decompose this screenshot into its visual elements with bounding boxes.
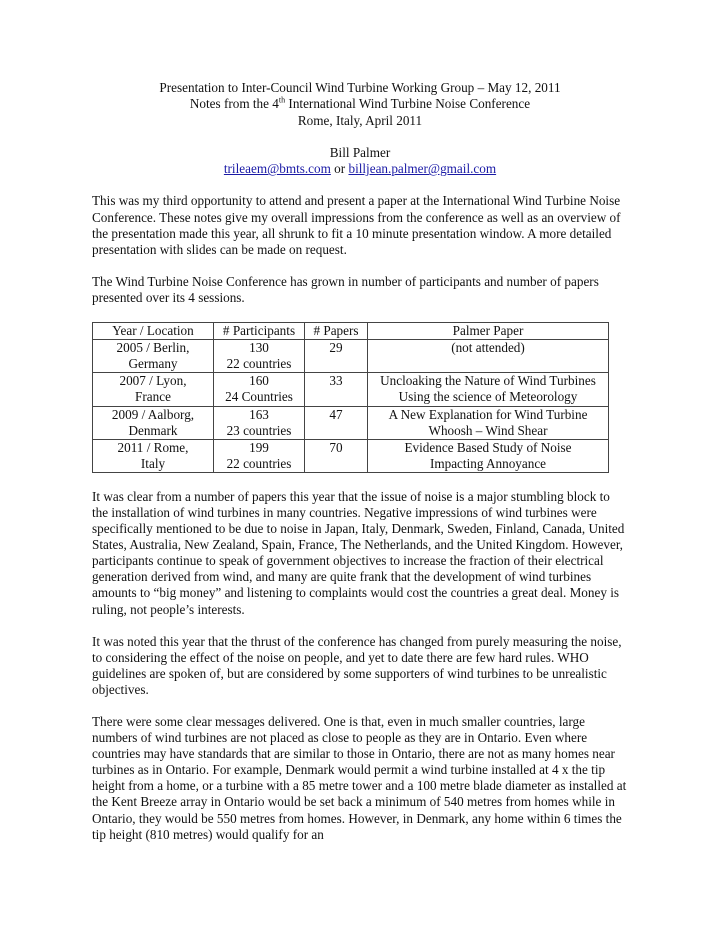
table-row	[93, 406, 609, 439]
cell-papers: 29	[305, 340, 368, 373]
header-papers: # Papers	[305, 323, 368, 340]
location-city: 2011 / Rome,	[117, 439, 189, 455]
cell-location	[93, 373, 214, 406]
cell-papers: 70	[305, 439, 368, 472]
author-name: Bill Palmer	[329, 144, 391, 160]
conference-table	[92, 322, 609, 473]
cell-participants	[214, 373, 305, 406]
country-count: 24 Countries	[225, 389, 293, 405]
paragraph-intro: This was my third opportunity to attend and present a paper at the International Wind Turbine Noise Conference. These notes give my overall impressions from the conference as well as an overview of the presentation made this year, all shrunk to fit a 10 minute presentation window. A more detailed presentation with slides can be made on request.	[92, 193, 621, 257]
participant-count: 160	[249, 373, 269, 389]
header-line-2-post: International Wind Turbine Noise Conference	[285, 96, 531, 112]
table-row	[93, 340, 609, 373]
paragraph-conference-thrust: It was noted this year that the thrust of the conference has changed from purely measuring the noise, to considering the effect of the noise on people, and yet to date there are few hard rules. WHO guidelines are spoken of, but are considered by some supporters of wind turbines to be unrealistic objectives.	[92, 633, 622, 697]
country-count: 22 countries	[226, 455, 292, 471]
document-header	[92, 80, 628, 193]
paragraph-clear-messages: There were some clear messages delivered. One is that, even in much smaller countries, large numbers of wind turbines are not placed as close to people as they are in Ontario. Even where countries may have standards that are similar to those in Ontario, there are not as many homes near turbines as in Ontario. For example, Denmark would permit a wind turbine installed at 4 x the tip height from a home, or a turbine with a 85 metre tower and a 100 metre blade diameter as installed at the Kent Breeze array in Ontario would be set back a minimum of 540 metres from homes while in Ontario, they would be 550 metres from homes. However, in Denmark, any home within 6 times the tip height (810 metres) would qualify for an	[92, 714, 627, 842]
country-count: 23 countries	[226, 422, 292, 438]
header-spacer-2	[92, 177, 628, 193]
location-country: France	[135, 389, 171, 405]
location-country: Italy	[140, 455, 166, 471]
paper-title-line-1: Uncloaking the Nature of Wind Turbines	[380, 373, 596, 389]
header-line-3: Rome, Italy, April 2011	[297, 112, 423, 128]
location-city: 2005 / Berlin,	[116, 340, 190, 356]
table-header-row	[93, 323, 609, 340]
cell-papers: 33	[305, 373, 368, 406]
paper-title-line-2: Whoosh – Wind Shear	[428, 422, 548, 438]
table-row	[93, 373, 609, 406]
location-country: Germany	[128, 356, 178, 372]
participant-count: 199	[249, 439, 269, 455]
location-country: Denmark	[128, 422, 178, 438]
email-separator: or	[330, 161, 349, 177]
header-line-2-pre: Notes from the 4	[189, 96, 279, 112]
participant-count: 163	[249, 406, 269, 422]
header-year-location: Year / Location	[93, 323, 214, 340]
location-city: 2007 / Lyon,	[119, 373, 187, 389]
cell-papers: 47	[305, 406, 368, 439]
paragraph-noise-issue: It was clear from a number of papers this year that the issue of noise is a major stumbling block to the installation of wind turbines in many countries. Negative impressions of wind turbines were specifically mentioned to be due to noise in Japan, Italy, Denmark, Sweden, Finland, Canada, United States, Australia, New Zealand, Spain, France, The Netherlands, and the United Kingdom. However, participants continue to speak of government objectives to increase the fraction of their electrical generation derived from wind, and many are quite frank that the development of wind turbines amounts to “big money” and listening to complaints would cost the countries a great deal. Money is ruling, not people’s interests.	[92, 488, 625, 617]
header-palmer-paper: Palmer Paper	[368, 323, 609, 340]
location-city: 2009 / Aalborg,	[111, 406, 195, 422]
author-emails	[92, 161, 628, 177]
participant-count: 130	[249, 340, 269, 356]
cell-location	[93, 439, 214, 472]
cell-palmer-paper	[368, 406, 609, 439]
email-link-1[interactable]: trileaem@bmts.com	[223, 161, 331, 177]
email-link-2[interactable]: billjean.palmer@gmail.com	[348, 161, 497, 177]
cell-palmer-paper	[368, 373, 609, 406]
header-line-2	[92, 96, 628, 112]
paper-title-line-2: Using the science of Meteorology	[398, 389, 578, 405]
cell-palmer-paper	[368, 340, 609, 373]
cell-location	[93, 340, 214, 373]
country-count: 22 countries	[226, 356, 292, 372]
header-superscript: th	[278, 95, 286, 105]
paper-title-line-1: A New Explanation for Wind Turbine	[388, 406, 588, 422]
cell-participants	[214, 340, 305, 373]
paper-title-line-1: (not attended)	[451, 340, 525, 356]
header-spacer	[92, 129, 628, 145]
header-participants: # Participants	[214, 323, 305, 340]
paragraph-growth: The Wind Turbine Noise Conference has grown in number of participants and number of papers presented over its 4 sessions.	[92, 273, 599, 305]
table-row	[93, 439, 609, 472]
paper-title-line-1: Evidence Based Study of Noise	[404, 439, 572, 455]
cell-participants	[214, 439, 305, 472]
paper-title-line-2: Impacting Annoyance	[429, 455, 547, 471]
cell-participants	[214, 406, 305, 439]
cell-palmer-paper	[368, 439, 609, 472]
cell-location	[93, 406, 214, 439]
header-line-1: Presentation to Inter-Council Wind Turbine Working Group – May 12, 2011	[159, 80, 561, 95]
